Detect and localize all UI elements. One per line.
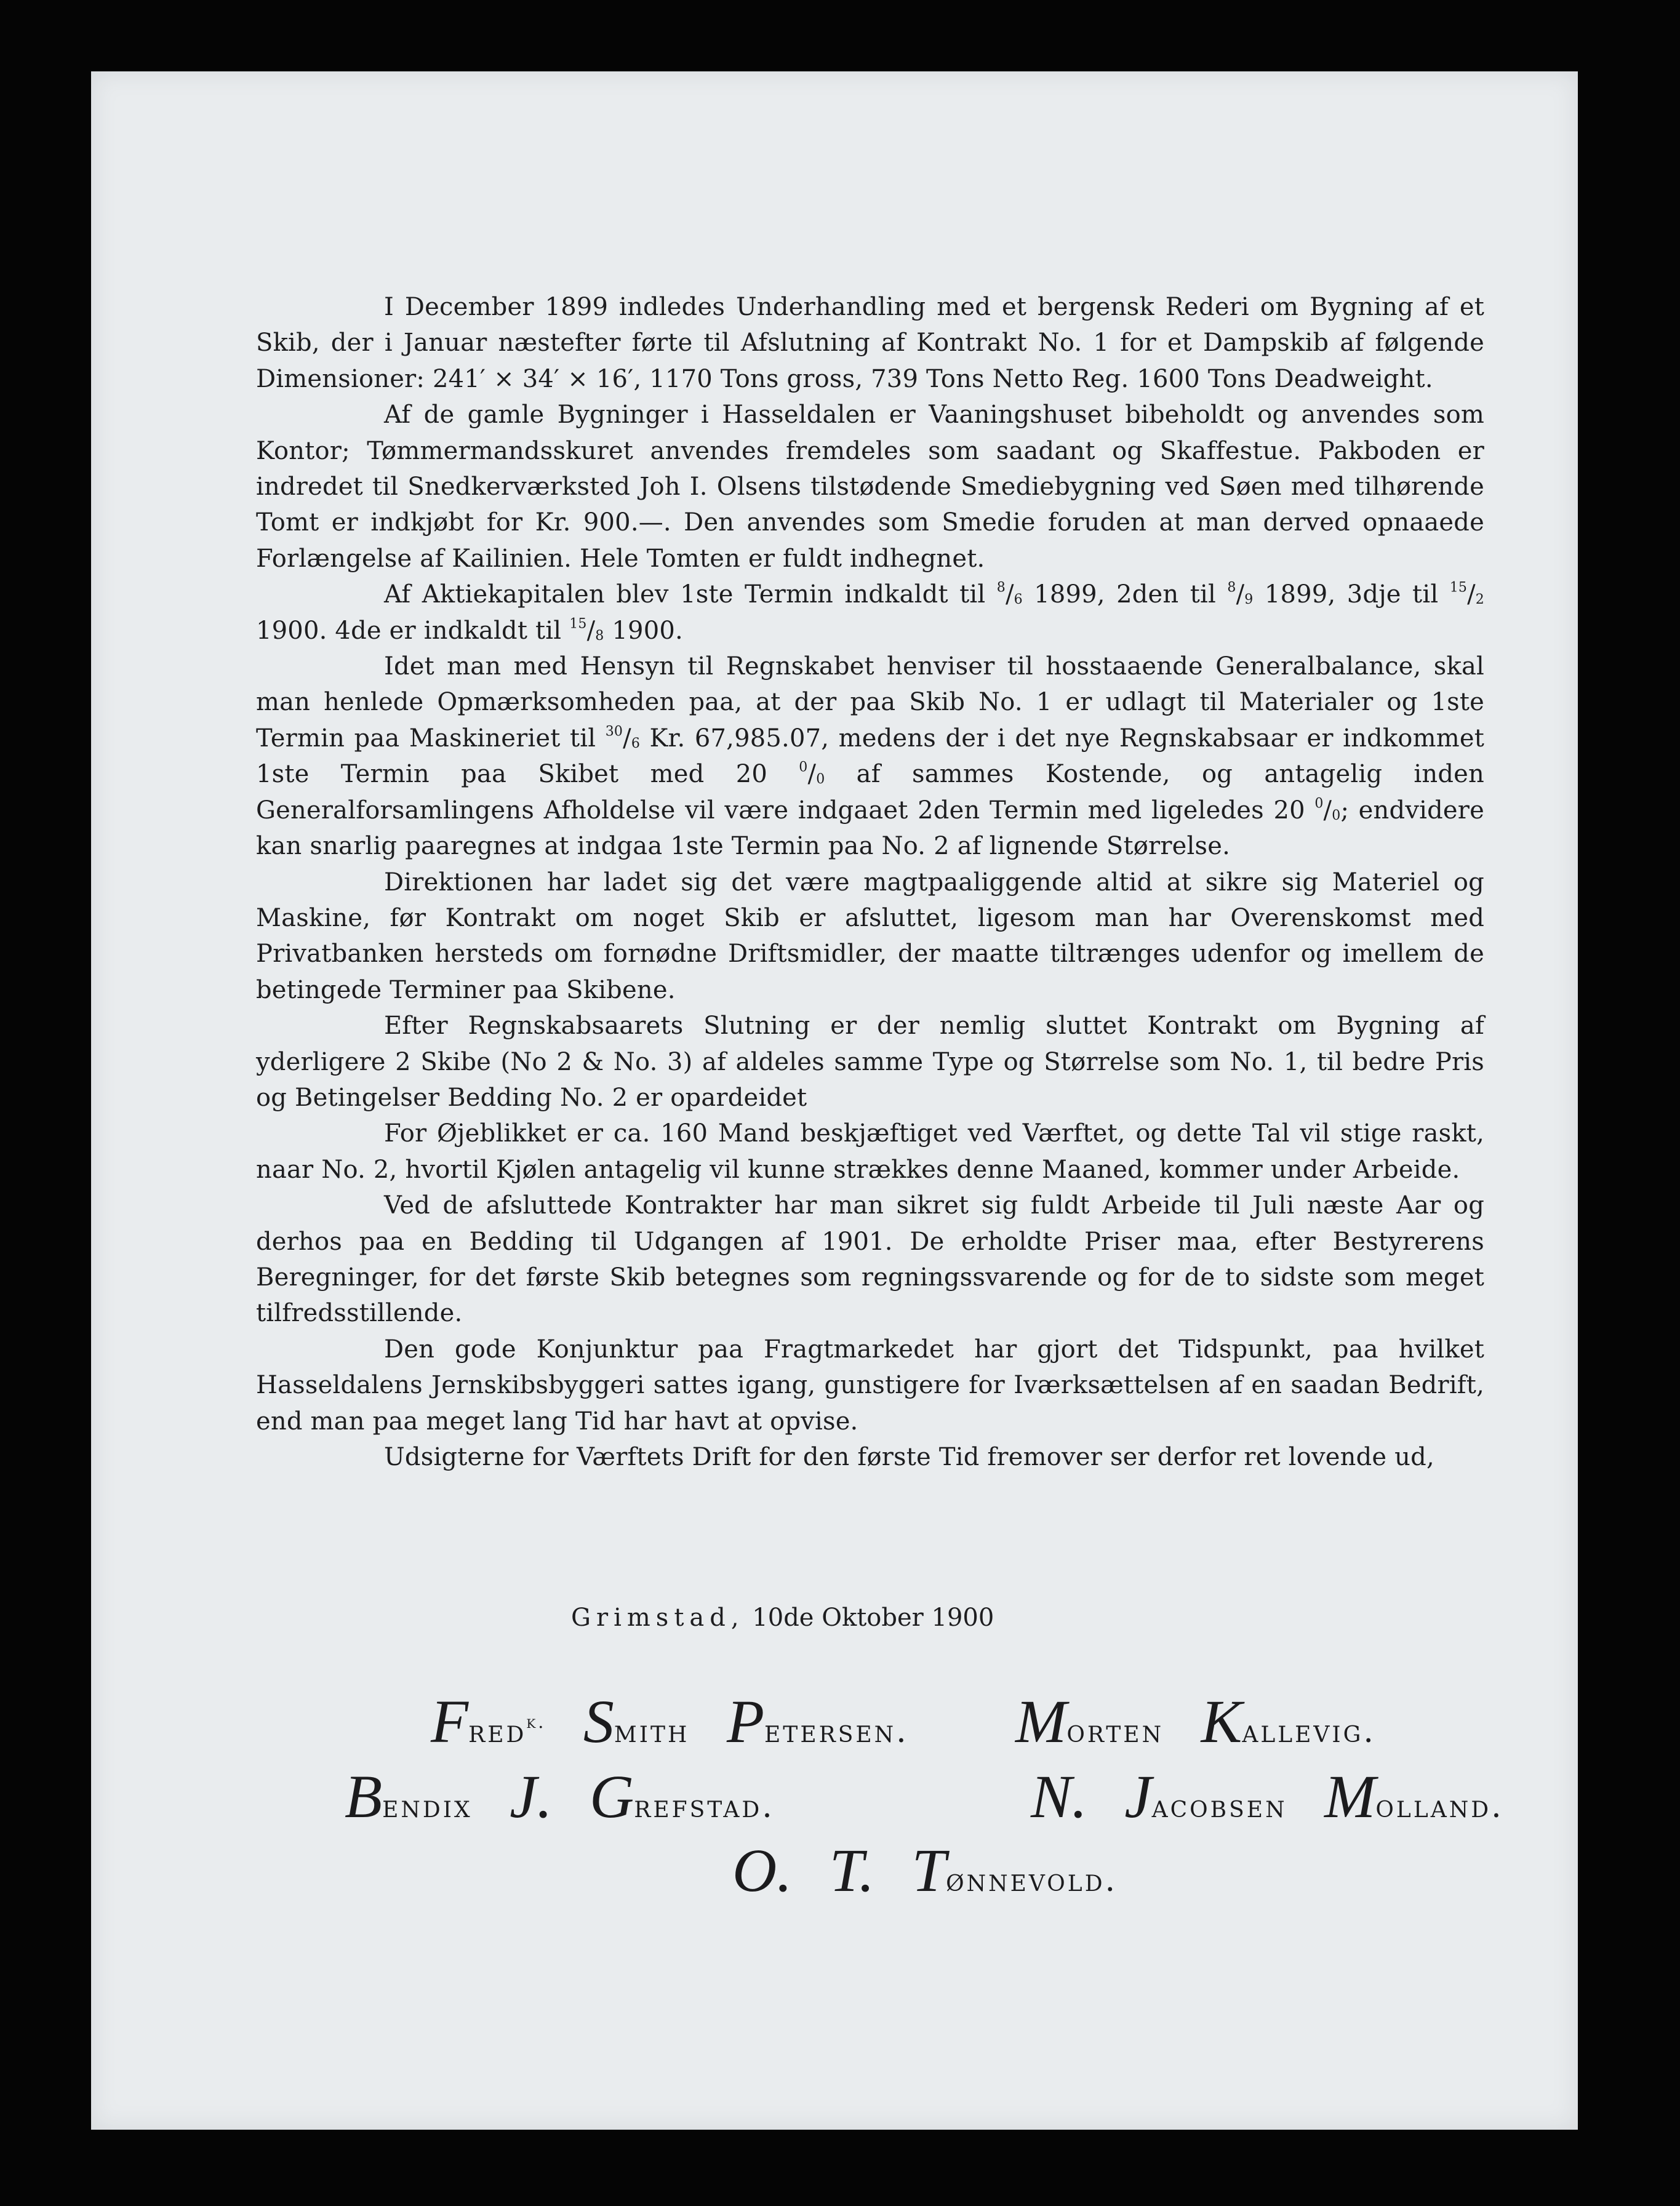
signature-molland: N. Jacobsen Molland. [1031, 1762, 1504, 1831]
signature-grefstad: Bendix J. Grefstad. [345, 1762, 775, 1831]
signature-tonnevold: O. T. Tønnevold. [732, 1836, 1118, 1904]
signature-kallevig: Morten Kallevig. [1015, 1687, 1376, 1756]
dateline-date: 10de Oktober 1900 [752, 1604, 994, 1632]
paragraph: Ved de afsluttede Kontrakter har man sikret sig fuldt Arbeide til Juli næste Aar og derhos paa en Bedding til Udgangen af 1901. De erholdte Priser maa, efter Bestyrerens Beregninger, for det første Skib betegnes som regningssvarende og for de to sidste som meget tilfredsstillende. [256, 1191, 1484, 1328]
paragraph: I December 1899 indledes Underhandling med et bergensk Rederi om Bygning af et Skib, der i Januar næstefter førte til Afslutning af Kontrakt No. 1 for et Dampskib af følgende Dimensioner: 241′ × 34′ × 16′, 1170 Tons gross, 739 Tons Netto Reg. 1600 Tons Deadweight. [256, 293, 1484, 393]
paragraph: Den gode Konjunktur paa Fragtmarkedet har gjort det Tidspunkt, paa hvilket Hasseldalens Jernskibsbyggeri sattes igang, gunstigere for Iværksættelsen af en saadan Bedrift, end man paa meget lang Tid har havt at opvise. [256, 1335, 1484, 1436]
letter-body [256, 289, 1484, 1475]
paragraph: Efter Regnskabsaarets Slutning er der nemlig sluttet Kontrakt om Bygning af yderligere 2 Skibe (No 2 & No. 3) af aldeles samme Type og Størrelse som No. 1, til bedre Pris og Betingelser Bedding No. 2 er opardeidet [256, 1012, 1484, 1112]
dateline-place: Grimstad, [571, 1604, 745, 1632]
paragraph: For Øjeblikket er ca. 160 Mand beskjæftiget ved Værftet, og dette Tal vil stige raskt, naar No. 2, hvortil Kjølen antagelig vil kunne strækkes denne Maaned, kommer under Arbeide. [256, 1119, 1484, 1184]
paragraph: Af de gamle Bygninger i Hasseldalen er Vaaningshuset bibeholdt og anvendes som Kontor; Tømmermandsskuret anvendes fremdeles som saadant og Skaffestue. Pakboden er indredet til Snedkerværksted Joh I. Olsens tilstødende Smediebygning ved Søen med tilhørende Tomt er indkjøbt for Kr. 900.—. Den anvendes som Smedie foruden at man derved opnaaede Forlængelse af Kailinien. Hele Tomten er fuldt indhegnet. [256, 401, 1484, 573]
paragraph: Direktionen har ladet sig det være magtpaaliggende altid at sikre sig Materiel og Maskine, før Kontrakt om noget Skib er afsluttet, ligesom man har Overenskomst med Privatbanken hersteds om fornødne Driftsmidler, der maatte tiltrænges udenfor og imellem de betingede Terminer paa Skibene. [256, 868, 1484, 1004]
paragraph-capital-calls: Af Aktiekapitalen blev 1ste Termin indkaldt til $^8/_6$ 1899, 2den til $^8/_9$ 1899, 3dje til $^{15}/_2$ 1900. 4de er indkaldt til $^{15}/_8$ 1900. [256, 580, 1484, 645]
paragraph: Udsigterne for Værftets Drift for den første Tid fremover ser derfor ret lovende ud, [384, 1443, 1434, 1471]
dateline [571, 1604, 994, 1632]
signature-smith-petersen: Fred$^{k.}$ Smith Petersen. [431, 1687, 909, 1756]
paragraph-accounts: Idet man med Hensyn til Regnskabet henviser til hosstaaende Generalbalance, skal man henlede Opmærksomheden paa, at der paa Skib No. 1 er udlagt til Materialer og 1ste Termin paa Maskineriet til $^{30}/_6$ Kr. 67,985.07, medens der i det nye Regnskabsaar er indkommet 1ste Termin paa Skibet med 20 $^0/_0$ af sammes Kostende, og antagelig inden Generalforsamlingens Afholdelse vil være indgaaet 2den Termin med ligeledes 20 $^0/_0$; endvidere kan snarlig paaregnes at indgaa 1ste Termin paa No. 2 af lignende Størrelse. [256, 652, 1484, 861]
